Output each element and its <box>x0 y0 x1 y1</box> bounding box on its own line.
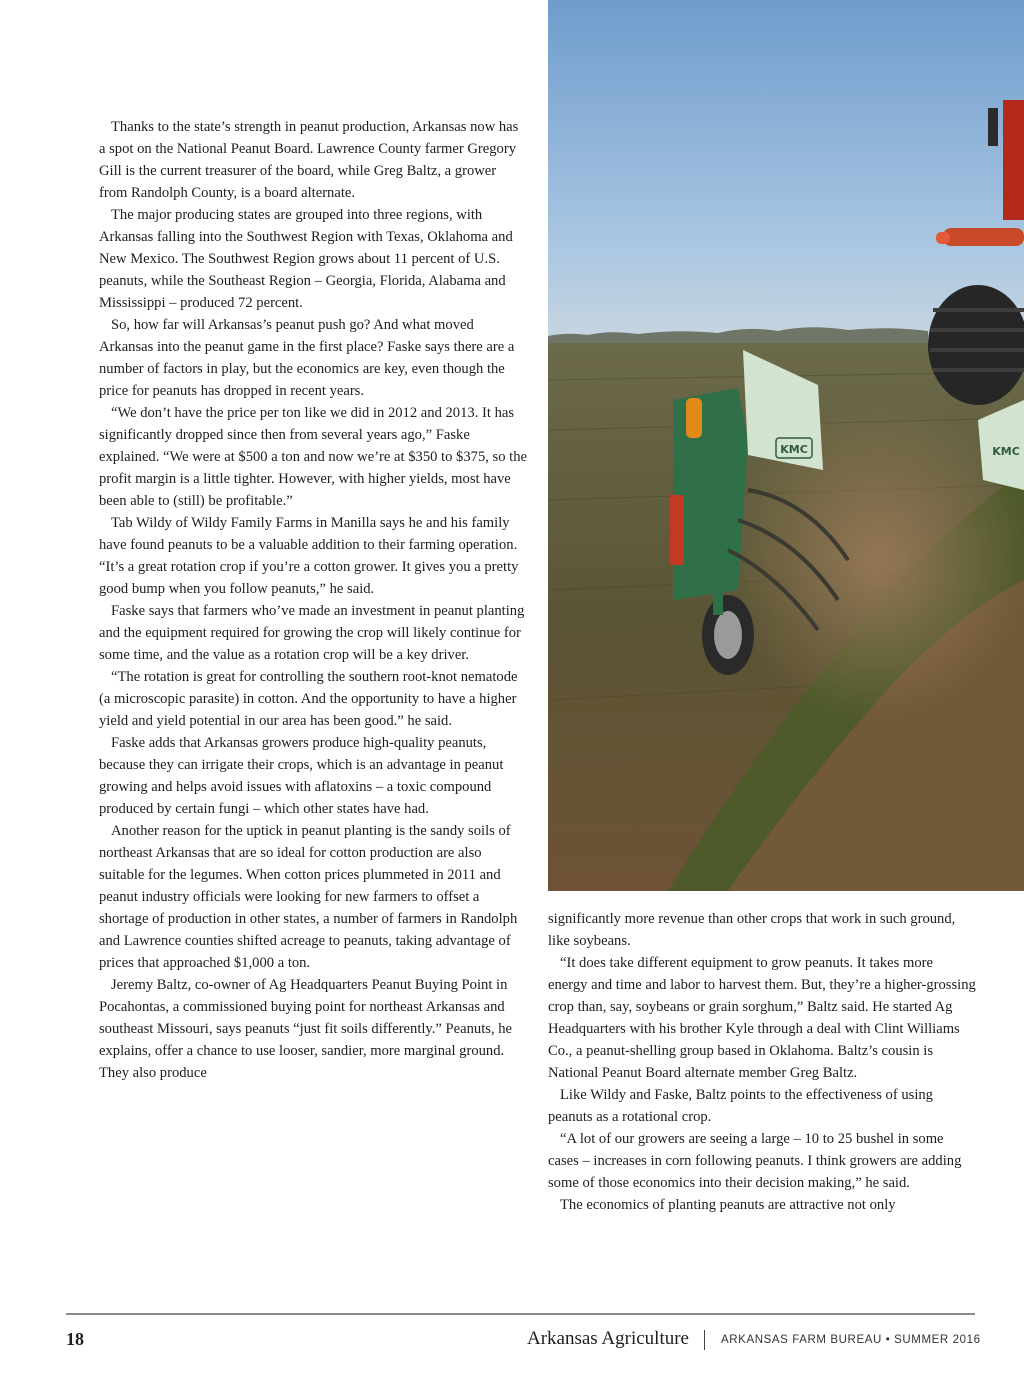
article-paragraph: Tab Wildy of Wildy Family Farms in Manilla says he and his family have found peanuts to be a valuable addition to their farming operation. “It’s a great rotation crop if you’re a cotton grower. It gives you a pretty good bump when you follow peanuts,” he said. <box>99 515 519 597</box>
article-paragraph: “We don’t have the price per ton like we did in 2012 and 2013. It has significantly dropped since then from several years ago,” Faske explained. “We were at $500 a ton and now we’re at $350 to $375, so the profit margin is a little tighter. However, with higher yields, most have been able to (still) be profitable.” <box>99 405 527 509</box>
footer-rule <box>66 1313 975 1315</box>
article-paragraph: The major producing states are grouped into three regions, with Arkansas falling into the Southwest Region with Texas, Oklahoma and New Mexico. The Southwest Region grows about 11 percent of U.S. peanuts, while the Southeast Region – Georgia, Florida, Alabama and Mississippi – produced 72 percent. <box>99 207 513 311</box>
footer-divider <box>704 1330 705 1350</box>
article-paragraph: The economics of planting peanuts are attractive not only <box>560 1197 896 1213</box>
brand-label-1: KMC <box>780 443 808 456</box>
brand-label-2: KMC <box>992 445 1020 458</box>
article-paragraph: So, how far will Arkansas’s peanut push go? And what moved Arkansas into the peanut game in the first place? Faske says there are a number of factors in play, but the economics are key, even though the price for peanuts has dropped in recent years. <box>99 317 515 399</box>
article-paragraph: Jeremy Baltz, co-owner of Ag Headquarters Peanut Buying Point in Pocahontas, a commissioned buying point for northeast Arkansas and southeast Missouri, says peanuts “just fit soils differently.” Peanuts, he explains, offer a chance to use looser, sandier, more marginal ground. They also produce <box>99 977 513 1081</box>
article-paragraph: Thanks to the state’s strength in peanut production, Arkansas now has a spot on the National Peanut Board. Lawrence County farmer Gregory Gill is the current treasurer of the board, while Greg Baltz, a grower from Randolph County, is a board alternate. <box>99 119 519 201</box>
article-paragraph: “A lot of our growers are seeing a large – 10 to 25 bushel in some cases – increases in corn following peanuts. I think growers are adding some of those economics into their decision making,” he said. <box>548 1131 962 1191</box>
article-column-right <box>548 908 976 1216</box>
article-paragraph: Another reason for the uptick in peanut planting is the sandy soils of northeast Arkansas that are so ideal for cotton production are also suitable for the legumes. When cotton prices plummeted in 2011 and peanut industry officials were looking for new farmers to offset a shortage of production in other states, a number of farmers in Randolph and Lawrence counties shifted acreage to peanuts, taking advantage of prices that approached $1,000 a ton. <box>99 823 518 971</box>
peanut-harvest-photo <box>548 0 1024 891</box>
article-paragraph: Faske adds that Arkansas growers produce high-quality peanuts, because they can irrigate their crops, which is an advantage in peanut growing and helps avoid issues with aflatoxins – a toxic compound produced by certain fungi – which other states have had. <box>99 735 504 817</box>
article-column-left <box>99 116 527 1084</box>
article-paragraph: Like Wildy and Faske, Baltz points to the effectiveness of using peanuts as a rotational crop. <box>548 1087 933 1125</box>
article-paragraph-continued: significantly more revenue than other crops that work in such ground, like soybeans. <box>548 911 956 949</box>
article-paragraph: “The rotation is great for controlling the southern root-knot nematode (a microscopic parasite) in cotton. And the opportunity to have a higher yield and yield potential in our area has been good.” he said. <box>99 669 518 729</box>
article-paragraph: “It does take different equipment to grow peanuts. It takes more energy and time and labor to harvest them. But, they’re a higher-grossing crop than, say, soybeans or grain sorghum,” Baltz said. He started Ag Headquarters with his brother Kyle through a deal with Clint Williams Co., a peanut-shelling group based in Oklahoma. Baltz’s cousin is National Peanut Board alternate member Greg Baltz. <box>548 955 976 1081</box>
page-number: 18 <box>66 1329 84 1349</box>
publication-info: ARKANSAS FARM BUREAU • SUMMER 2016 <box>721 1334 981 1346</box>
magazine-title: Arkansas Agriculture <box>527 1328 689 1349</box>
article-paragraph: Faske says that farmers who’ve made an investment in peanut planting and the equipment required for growing the crop will likely continue for some time, and the value as a rotation crop will be a key driver. <box>99 603 525 663</box>
